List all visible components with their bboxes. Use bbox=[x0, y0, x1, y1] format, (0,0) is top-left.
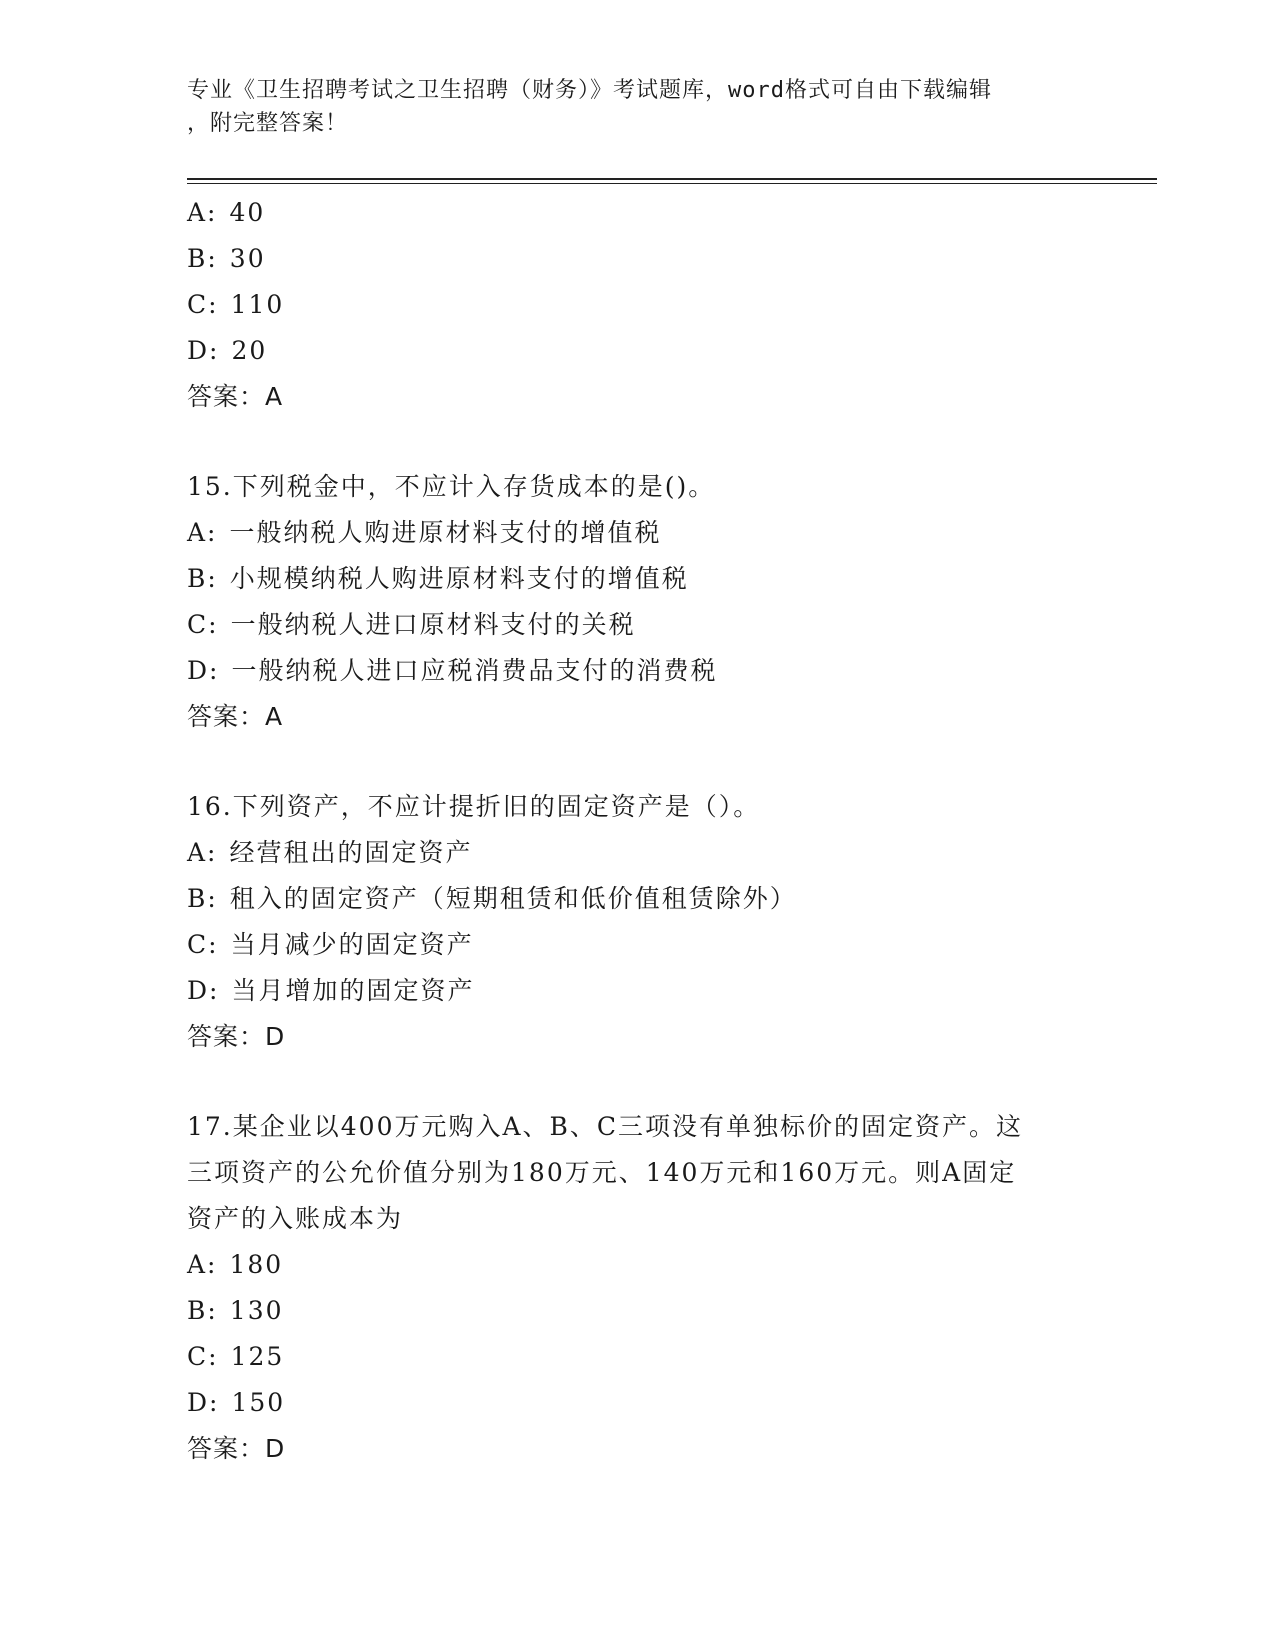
option-b: B: 租入的固定资产（短期租赁和低价值租赁除外） bbox=[187, 884, 797, 913]
option-d: D: 150 bbox=[187, 1388, 286, 1417]
answer: 答案：D bbox=[187, 1022, 286, 1051]
question-17 bbox=[187, 1104, 1087, 1472]
question-text: 16.下列资产，不应计提折旧的固定资产是（）。 bbox=[187, 792, 761, 821]
answer: 答案：D bbox=[187, 1434, 286, 1463]
option-a: A: 40 bbox=[187, 198, 266, 227]
document-header bbox=[187, 74, 1087, 140]
questions-content bbox=[187, 190, 1087, 1472]
question-16 bbox=[187, 784, 1087, 1060]
option-d: D: 20 bbox=[187, 336, 268, 365]
question-text-line: 17.某企业以400万元购入A、B、C三项没有单独标价的固定资产。这 bbox=[187, 1112, 1024, 1141]
header-divider bbox=[187, 178, 1157, 180]
question-text-line: 三项资产的公允价值分别为180万元、140万元和160万元。则A固定 bbox=[187, 1158, 1017, 1187]
answer: 答案：A bbox=[187, 382, 284, 411]
option-c: C: 一般纳税人进口原材料支付的关税 bbox=[187, 610, 636, 639]
option-d: D: 当月增加的固定资产 bbox=[187, 976, 475, 1005]
question-15 bbox=[187, 464, 1087, 740]
question-text bbox=[187, 1104, 1087, 1242]
header-line-1: 专业《卫生招聘考试之卫生招聘（财务）》考试题库，word格式可自由下载编辑 bbox=[187, 78, 992, 103]
option-c: C: 110 bbox=[187, 290, 285, 319]
option-c: C: 125 bbox=[187, 1342, 285, 1371]
option-b: B: 30 bbox=[187, 244, 266, 273]
option-b: B: 小规模纳税人购进原材料支付的增值税 bbox=[187, 564, 689, 593]
option-a: A: 一般纳税人购进原材料支付的增值税 bbox=[187, 518, 662, 547]
question-14 bbox=[187, 190, 1087, 420]
option-d: D: 一般纳税人进口应税消费品支付的消费税 bbox=[187, 656, 718, 685]
question-text: 15.下列税金中，不应计入存货成本的是()。 bbox=[187, 472, 716, 501]
header-divider-thin bbox=[187, 183, 1157, 184]
option-c: C: 当月减少的固定资产 bbox=[187, 930, 474, 959]
option-a: A: 经营租出的固定资产 bbox=[187, 838, 473, 867]
option-b: B: 130 bbox=[187, 1296, 284, 1325]
answer: 答案：A bbox=[187, 702, 284, 731]
question-text-line: 资产的入账成本为 bbox=[187, 1204, 404, 1233]
header-line-2: ，附完整答案！ bbox=[187, 111, 349, 136]
option-a: A: 180 bbox=[187, 1250, 284, 1279]
